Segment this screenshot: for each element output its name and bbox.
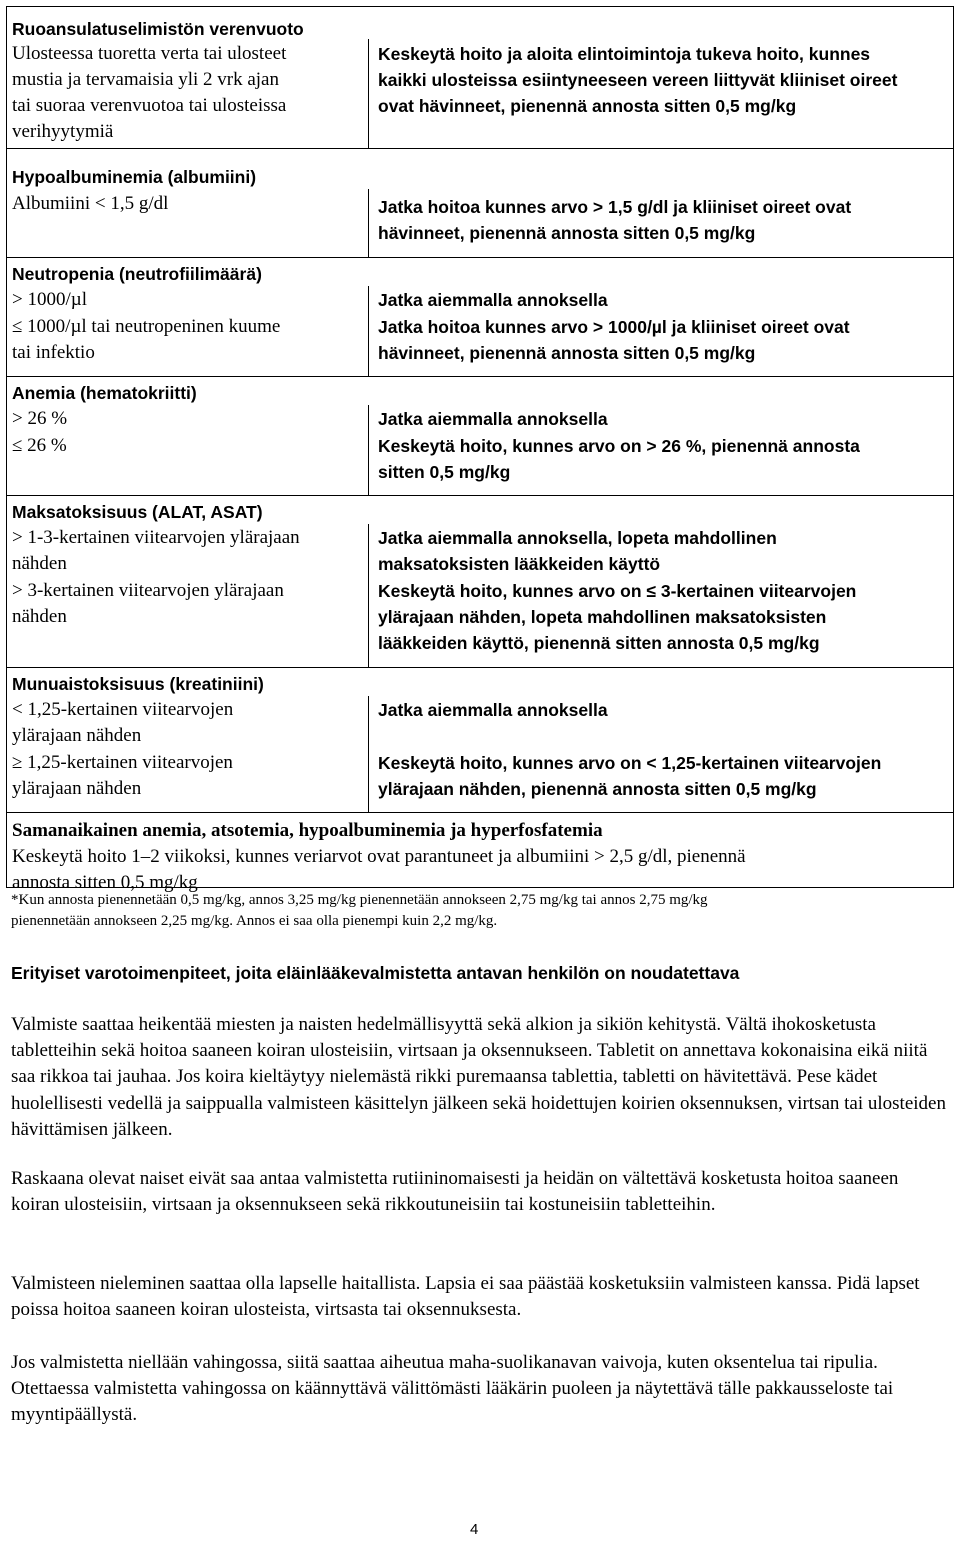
section-kidney-toxicity	[7, 667, 953, 812]
condition-text: tai suoraa verenvuotoa tai ulosteissa	[12, 95, 287, 116]
action-text: Jatka aiemmalla annoksella	[378, 290, 608, 310]
column-divider	[368, 405, 369, 495]
column-divider	[368, 286, 369, 376]
paragraph: Raskaana olevat naiset eivät saa antaa valmistetta rutiininomaisesti ja heidän on vältettävä kosketusta hoitoa saaneen koiran ulosteisiin, virtsaan ja oksennukseen sekä rikkoutuneisiin tai kostuneisiin tabletteihin.	[11, 1168, 899, 1216]
condition-text: > 26 %	[12, 408, 68, 429]
section-text: Keskeytä hoito 1–2 viikoksi, kunnes veriarvot ovat parantuneet ja albumiini > 2,5 g/dl, pienennä	[12, 846, 746, 867]
action-text: Jatka aiemmalla annoksella	[378, 700, 608, 720]
action-text: lääkkeiden käyttö, pienennä sitten annosta 0,5 mg/kg	[378, 633, 820, 653]
section-hypoalbuminemia	[7, 148, 953, 257]
section-title: Hypoalbuminemia (albumiini)	[12, 167, 257, 187]
condition-text: nähden	[12, 553, 67, 574]
action-text: Keskeytä hoito, kunnes arvo on ≤ 3-kertainen viitearvojen	[378, 581, 857, 601]
action-text: maksatoksisten lääkkeiden käyttö	[378, 554, 661, 574]
condition-text: ≤ 26 %	[12, 435, 67, 456]
section-text: annosta sitten 0,5 mg/kg	[12, 872, 198, 893]
page-number: 4	[470, 1521, 479, 1538]
condition-text: tai infektio	[12, 342, 95, 363]
paragraph: Valmiste saattaa heikentää miesten ja naisten hedelmällisyyttä sekä alkion ja sikiön kehitystä. Vältä ihokosketusta tabletteihin sekä hoitoa saaneen koiran ulosteisiin, virtsaan ja oksennukseen. Tabletit on annettava kokonaisina eikä niitä saa rikkoa tai jauhaa. Jos koira kieltäytyy nielemästä rikki puremaansa tablettia, tabletti on hävitettävä. Pese kädet huolellisesti vedellä ja saippualla valmisteen käsittelyn jälkeen sekä hoidettujen koirien oksennuksen, virtsan tai ulosteiden hävittämisen jälkeen.	[11, 1014, 946, 1140]
condition-text: Ulosteessa tuoretta verta tai ulosteet	[12, 43, 287, 64]
action-text: ylärajaan nähden, lopeta mahdollinen maksatoksisten	[378, 607, 827, 627]
action-text: sitten 0,5 mg/kg	[378, 462, 511, 482]
condition-text: < 1,25-kertainen viitearvojen	[12, 699, 234, 720]
condition-text: > 3-kertainen viitearvojen ylärajaan	[12, 580, 284, 601]
action-text: Keskeytä hoito, kunnes arvo on > 26 %, pienennä annosta	[378, 436, 860, 456]
action-text: kaikki ulosteissa esiintyneeseen vereen liittyvät kliiniset oireet	[378, 70, 898, 90]
condition-text: ≥ 1,25-kertainen viitearvojen	[12, 752, 233, 773]
action-text: Keskeytä hoito ja aloita elintoimintoja tukeva hoito, kunnes	[378, 44, 871, 64]
paragraph: Valmisteen nieleminen saattaa olla lapselle haitallista. Lapsia ei saa päästää kosketuksiin valmisteen kanssa. Pidä lapset poissa hoitoa saaneen koiran ulosteista, virtsasta tai oksennuksesta.	[11, 1273, 920, 1321]
action-text: hävinneet, pienennä annosta sitten 0,5 mg/kg	[378, 343, 756, 363]
condition-text: > 1-3-kertainen viitearvojen ylärajaan	[12, 527, 300, 548]
action-text: ylärajaan nähden, pienennä annosta sitten 0,5 mg/kg	[378, 779, 817, 799]
section-heading: Erityiset varotoimenpiteet, joita eläinlääkevalmistetta antavan henkilön on noudatettava	[11, 963, 740, 983]
column-divider	[368, 696, 369, 812]
action-text: Keskeytä hoito, kunnes arvo on < 1,25-kertainen viitearvojen	[378, 753, 882, 773]
action-text: Jatka hoitoa kunnes arvo > 1,5 g/dl ja kliiniset oireet ovat	[378, 197, 852, 217]
condition-text: nähden	[12, 606, 67, 627]
section-title: Anemia (hematokriitti)	[12, 383, 197, 403]
section-title: Ruoansulatuselimistön verenvuoto	[12, 19, 304, 39]
column-divider	[368, 189, 369, 257]
section-anemia	[7, 376, 953, 495]
action-text: hävinneet, pienennä annosta sitten 0,5 mg/kg	[378, 223, 756, 243]
section-gi-bleeding	[7, 7, 953, 148]
paragraph: Jos valmistetta niellään vahingossa, siitä saattaa aiheutua maha-suolikanavan vaivoja, kuten oksentelua tai ripulia. Otettaessa valmistetta vahingossa on käännyttävä välittömästi lääkärin puoleen ja näytettävä tälle pakkausseloste tai myyntipäällystä.	[11, 1352, 894, 1426]
section-title: Munuaistoksisuus (kreatiniini)	[12, 674, 264, 694]
condition-text: verihyytymiä	[12, 121, 114, 142]
action-text: ovat hävinneet, pienennä annosta sitten 0,5 mg/kg	[378, 96, 797, 116]
footnote-line: *Kun annosta pienennetään 0,5 mg/kg, annos 3,25 mg/kg pienennetään annokseen 2,75 mg/kg tai annos 2,75 mg/kg	[11, 892, 708, 908]
condition-text: mustia ja tervamaisia yli 2 vrk ajan	[12, 69, 279, 90]
condition-text: ≤ 1000/µl tai neutropeninen kuume	[12, 316, 281, 337]
dose-adjustment-table	[6, 6, 954, 893]
action-text: Jatka aiemmalla annoksella, lopeta mahdollinen	[378, 528, 777, 548]
footnote-line: pienennetään annokseen 2,25 mg/kg. Annos ei saa olla pienempi kuin 2,2 mg/kg.	[11, 913, 498, 929]
section-title: Samanaikainen anemia, atsotemia, hypoalbuminemia ja hyperfosfatemia	[12, 820, 603, 841]
condition-text: > 1000/µl	[12, 289, 87, 310]
section-title: Neutropenia (neutrofiilimäärä)	[12, 264, 262, 284]
action-text: Jatka aiemmalla annoksella	[378, 409, 608, 429]
action-text: Jatka hoitoa kunnes arvo > 1000/µl ja kliiniset oireet ovat	[378, 317, 850, 337]
column-divider	[368, 39, 369, 148]
column-divider	[368, 524, 369, 667]
section-neutropenia	[7, 257, 953, 376]
condition-text: Albumiini < 1,5 g/dl	[12, 193, 169, 214]
section-title: Maksatoksisuus (ALAT, ASAT)	[12, 502, 263, 522]
condition-text: ylärajaan nähden	[12, 725, 142, 746]
section-combined	[7, 812, 953, 893]
condition-text: ylärajaan nähden	[12, 778, 142, 799]
section-liver-toxicity	[7, 495, 953, 667]
